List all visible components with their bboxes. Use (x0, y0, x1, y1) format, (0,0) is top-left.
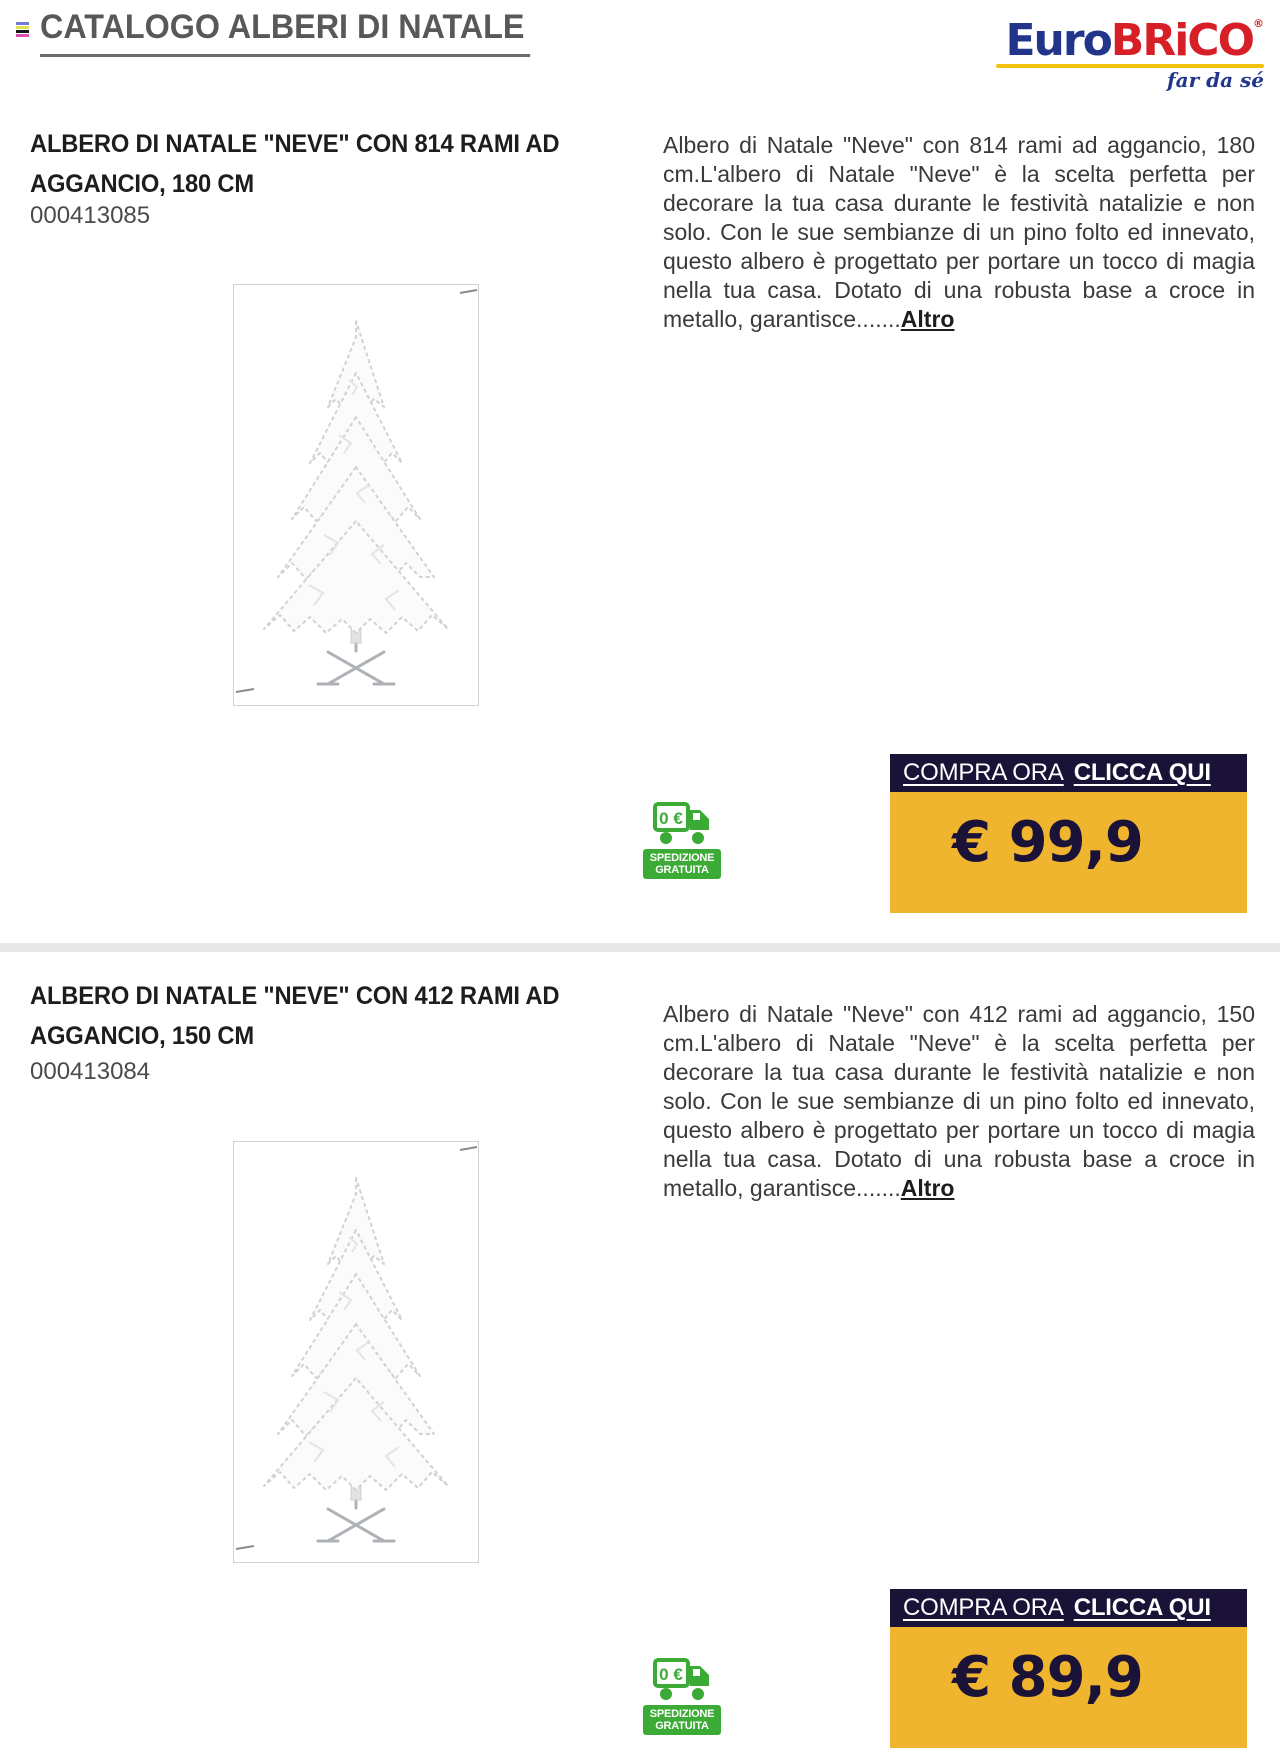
product-title: ALBERO DI NATALE "NEVE" CON 814 RAMI AD AGGANCIO, 180 CM (30, 130, 560, 198)
altro-link[interactable]: Altro (900, 306, 955, 332)
compra-ora-label[interactable]: COMPRA ORA (903, 1594, 1064, 1621)
clicca-qui-link[interactable]: CLICCA QUI (1073, 759, 1211, 786)
logo-tagline: far da sé (1167, 68, 1264, 92)
compra-ora-label[interactable]: COMPRA ORA (903, 759, 1064, 786)
clicca-qui-link[interactable]: CLICCA QUI (1073, 1594, 1211, 1621)
shipping-label-line2: GRATUITA (655, 864, 709, 876)
buy-now-bar[interactable] (890, 1589, 1247, 1627)
price-box[interactable] (890, 792, 1247, 913)
registration-marks-icon (16, 22, 29, 38)
product-title: ALBERO DI NATALE "NEVE" CON 412 RAMI AD AGGANCIO, 150 CM (30, 982, 560, 1050)
price-value: € 89,9 (952, 1645, 1143, 1710)
free-shipping-truck-icon (652, 1656, 712, 1702)
shipping-label-line1: SPEDIZIONE (649, 852, 715, 864)
buy-now-block[interactable] (890, 1589, 1247, 1748)
page-title: CATALOGO ALBERI DI NATALE (40, 6, 530, 57)
zero-euro-badge: 0 € (659, 809, 683, 828)
free-shipping-truck-icon (652, 800, 712, 846)
buy-now-block[interactable] (890, 754, 1247, 913)
price-box[interactable] (890, 1627, 1247, 1748)
free-shipping-badge (643, 800, 721, 879)
product-photo (233, 284, 479, 706)
logo-brico-text: BRiCO (1110, 15, 1253, 66)
section-divider (0, 943, 1280, 952)
product-description (663, 131, 1255, 334)
product-description (663, 1000, 1255, 1203)
eurobrico-logo[interactable] (996, 2, 1264, 92)
product-sku: 000413085 (30, 202, 151, 229)
product-photo (233, 1141, 479, 1563)
free-shipping-label (643, 849, 721, 879)
altro-link[interactable]: Altro (900, 1175, 955, 1201)
zero-euro-badge: 0 € (659, 1665, 683, 1684)
description-text: Albero di Natale "Neve" con 814 rami ad aggancio, 180 cm.L'albero di Natale "Neve" è la scelta perfetta per decorare la tua casa durante le festività natalizie e non solo. Con le sue sembianze di un pino folto ed innevato, questo albero è progettato per portare un tocco di magia nella tua casa. Dotato di una robusta base a croce in metallo, garantisce....... (663, 132, 1255, 332)
price-value: € 99,9 (952, 810, 1143, 875)
shipping-label-line1: SPEDIZIONE (649, 1708, 715, 1720)
free-shipping-label (643, 1705, 721, 1735)
logo-wordmark (996, 2, 1264, 66)
registered-mark: ® (1253, 17, 1264, 30)
product-sku: 000413084 (30, 1058, 151, 1085)
logo-euro-text: Euro (1005, 15, 1111, 66)
buy-now-bar[interactable] (890, 754, 1247, 792)
free-shipping-badge (643, 1656, 721, 1735)
christmas-tree-image (234, 1142, 478, 1562)
christmas-tree-image (234, 285, 478, 705)
shipping-label-line2: GRATUITA (655, 1720, 709, 1732)
description-text: Albero di Natale "Neve" con 412 rami ad aggancio, 150 cm.L'albero di Natale "Neve" è la scelta perfetta per decorare la tua casa durante le festività natalizie e non solo. Con le sue sembianze di un pino folto ed innevato, questo albero è progettato per portare un tocco di magia nella tua casa. Dotato di una robusta base a croce in metallo, garantisce....... (663, 1001, 1255, 1201)
